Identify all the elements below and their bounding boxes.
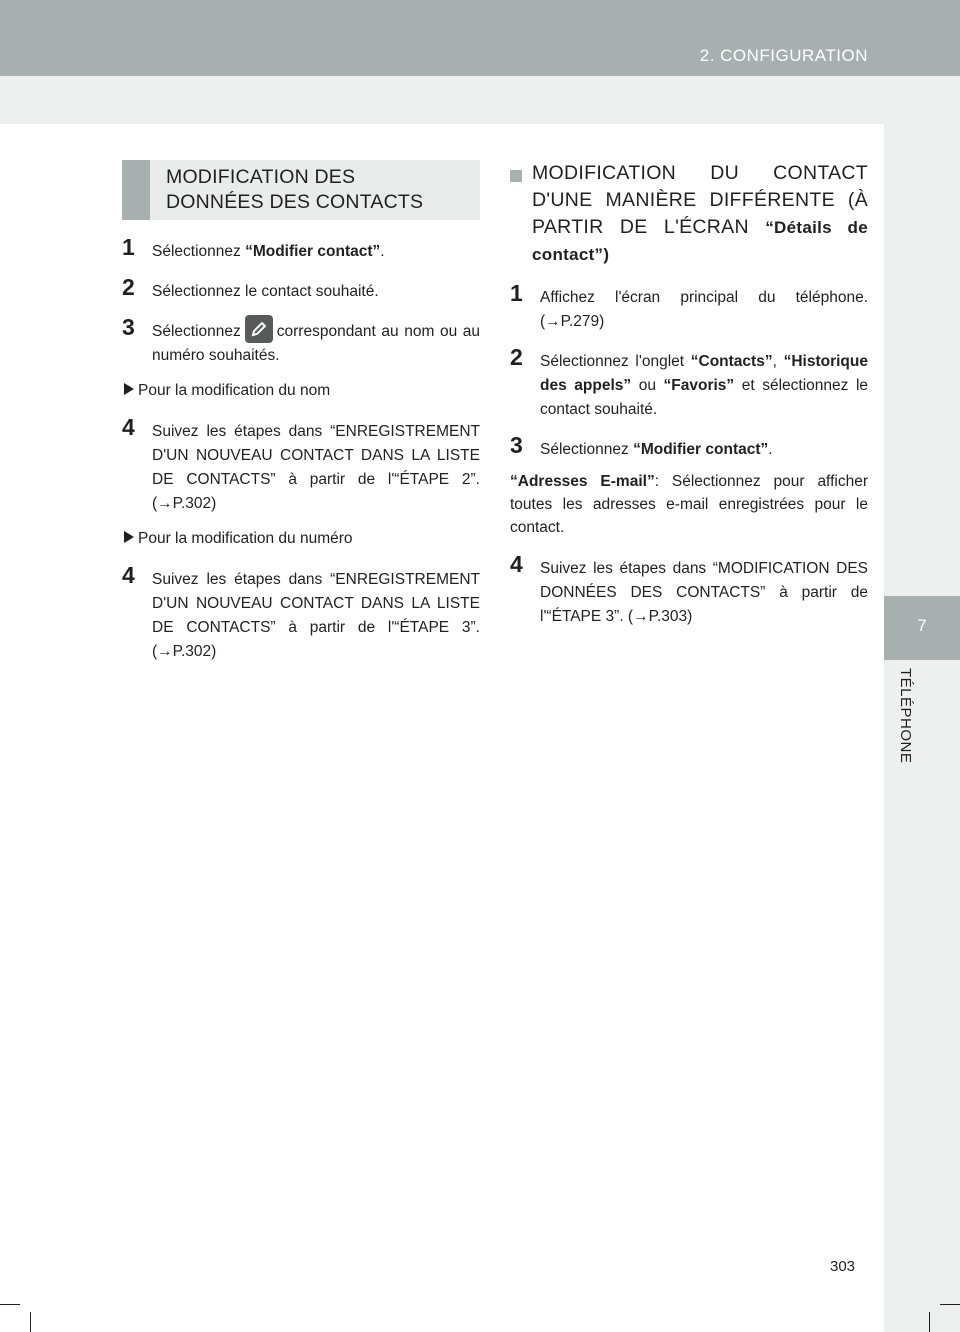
- step-number: 2: [510, 344, 523, 370]
- step-4: [510, 551, 868, 629]
- note-term: “Adresses E-mail”: [510, 473, 655, 490]
- step-text: [540, 432, 868, 462]
- step-number: 4: [122, 562, 135, 588]
- step-1: [510, 280, 868, 334]
- step-text-part: Sélectionnez l'onglet: [540, 353, 691, 370]
- step-number: 4: [510, 551, 523, 577]
- step-button-ref: “Modifier contact”: [633, 441, 769, 458]
- tab-ref: “Contacts”: [690, 353, 773, 370]
- step-text: [152, 314, 480, 368]
- step-number: 1: [510, 280, 523, 306]
- tab-ref: “Favoris”: [663, 377, 735, 394]
- section-title-bar: [122, 160, 150, 220]
- step-text-part: correspondant au nom ou au numéro souhaités.: [152, 323, 480, 364]
- step-4-name: [122, 414, 480, 516]
- crop-mark: [0, 1304, 20, 1305]
- subsection-heading-text: [532, 160, 868, 268]
- bullet-text: Pour la modification du numéro: [138, 530, 353, 547]
- right-column: [510, 160, 868, 639]
- step-text: Suivez les étapes dans “MODIFICATION DES DONNÉES DES CONTACTS” à partir de l'“ÉTAPE 3”. (→P.303): [540, 560, 868, 625]
- crop-mark: [929, 1312, 930, 1332]
- step-number: 3: [122, 314, 135, 340]
- heading-part: “Détails de contact”): [532, 218, 868, 264]
- triangle-bullet-icon: [124, 531, 134, 543]
- section-title-box: [122, 160, 480, 220]
- step-3: [122, 314, 480, 368]
- step-2: [122, 274, 480, 304]
- step-text-part: .: [380, 243, 385, 260]
- bullet-text: Pour la modification du nom: [138, 382, 331, 399]
- step-text-part: ,: [772, 353, 784, 370]
- step-text: [540, 344, 868, 422]
- heading-part: MODIFICATION DU CONTACT D'UNE MANIÈRE DIFFÉRENTE (À PARTIR DE L'ÉCRAN: [532, 162, 868, 238]
- tab-ref: “Historique des appels”: [540, 353, 868, 394]
- step-text-part: Sélectionnez: [540, 441, 634, 458]
- step-number: 3: [510, 432, 523, 458]
- crop-mark: [30, 1312, 31, 1332]
- step-text-part: Sélectionnez: [152, 323, 241, 340]
- chapter-number: 7: [917, 616, 927, 635]
- step-number: 2: [122, 274, 135, 300]
- page-number: 303: [830, 1258, 856, 1275]
- step-number: 1: [122, 234, 135, 260]
- step-number: 4: [122, 414, 135, 440]
- step-text: [152, 234, 480, 264]
- left-column: [122, 160, 480, 674]
- step-2: [510, 344, 868, 422]
- step-text: Affichez l'écran principal du téléphone. (→P.279): [540, 289, 868, 330]
- section-title-line: MODIFICATION DES: [166, 166, 356, 188]
- square-bullet-icon: [510, 160, 532, 268]
- header-subband: [0, 76, 960, 124]
- triangle-bullet-icon: [124, 383, 134, 395]
- note-text: : Sélectionnez pour afficher toutes les adresses e-mail enregistrées pour le contact.: [510, 473, 868, 536]
- step-text: Sélectionnez le contact souhaité.: [152, 283, 379, 300]
- crop-mark: [940, 1304, 960, 1305]
- page-header-title: 2. CONFIGURATION: [699, 46, 868, 65]
- step-text: Suivez les étapes dans “ENREGISTREMENT D'UN NOUVEAU CONTACT DANS LA LISTE DE CONTACTS” à partir de l'“ÉTAPE 3”. (→P.302): [152, 571, 480, 660]
- section-title: [150, 160, 423, 220]
- step-text-part: Sélectionnez: [152, 243, 246, 260]
- step-text-part: et sélectionnez le contact souhaité.: [540, 377, 869, 418]
- subsection-heading: [510, 160, 868, 268]
- step-text-part: ou: [631, 377, 664, 394]
- section-title-line: DONNÉES DES CONTACTS: [166, 191, 424, 213]
- chapter-label: TÉLÉPHONE: [897, 668, 914, 764]
- step-button-ref: “Modifier contact”: [245, 243, 381, 260]
- step-text: Suivez les étapes dans “ENREGISTREMENT D'UN NOUVEAU CONTACT DANS LA LISTE DE CONTACTS” à partir de l'“ÉTAPE 2”. (→P.302): [152, 423, 480, 512]
- bullet-number: [122, 526, 480, 552]
- step-text-part: .: [768, 441, 773, 458]
- step-3: [510, 432, 868, 462]
- bullet-name: [122, 378, 480, 404]
- email-note: [510, 470, 868, 539]
- pencil-icon: [245, 315, 273, 343]
- step-4-number: [122, 562, 480, 664]
- step-1: [122, 234, 480, 264]
